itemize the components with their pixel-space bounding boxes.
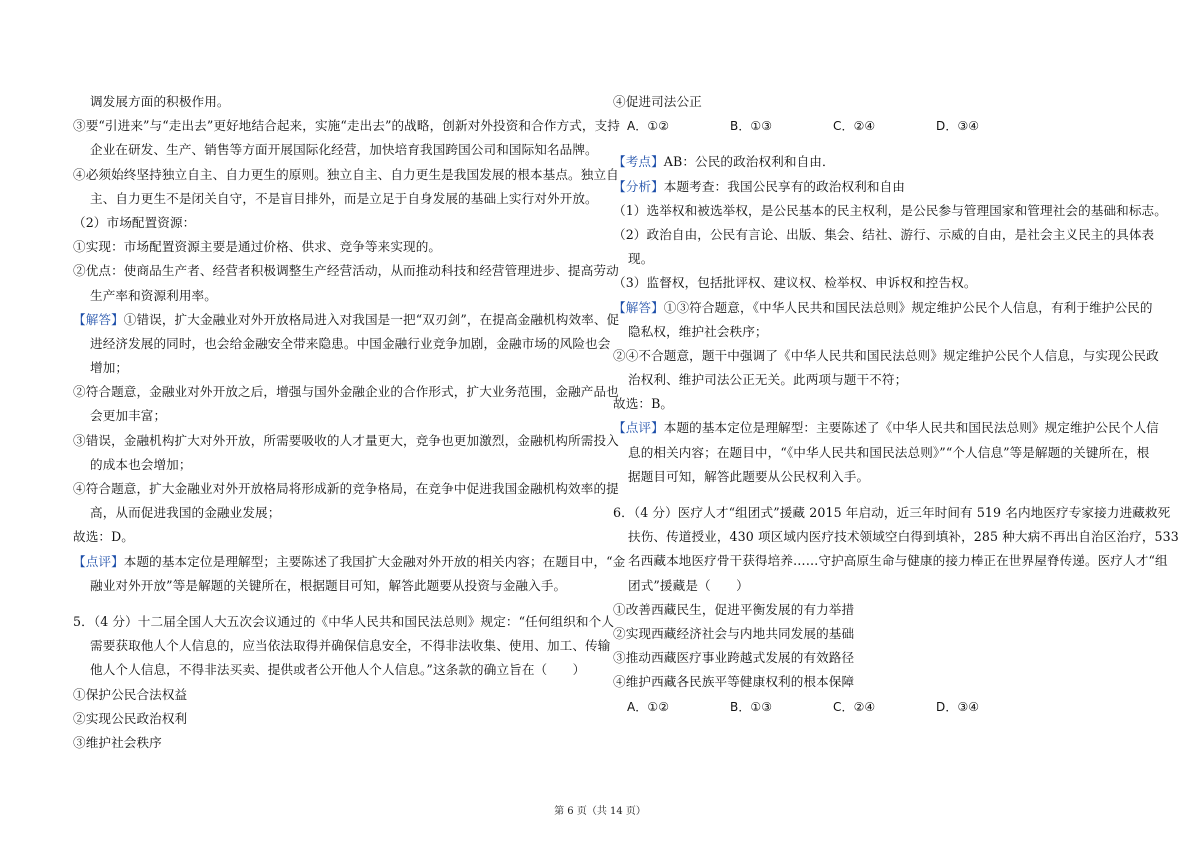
text-line: 本题考查：我国公民享有的政治权利和自由 bbox=[663, 178, 905, 194]
spacer bbox=[613, 138, 1127, 150]
analysis-paragraph bbox=[613, 175, 1127, 199]
text-line: 主、自力更生不是闭关自守，不是盲目排外，而是立足于自身发展的基础上实行对外开放。 bbox=[90, 190, 598, 206]
text-line: 本题的基本定位是理解型：主要陈述了《中华人民共和国民法总则》规定维护公民个人信 bbox=[663, 420, 1159, 436]
text-line: 本题的基本定位是理解型；主要陈述了我国扩大金融对外开放的相关内容；在题目中，“金 bbox=[123, 553, 626, 569]
knowledge-tag: 【考点】 bbox=[613, 154, 664, 170]
spacer bbox=[613, 489, 1127, 501]
option-b: B．①③ bbox=[730, 699, 773, 714]
review-tag: 【点评】 bbox=[613, 420, 664, 436]
option-c: C．②④ bbox=[833, 119, 876, 134]
option-b: B．①③ bbox=[730, 119, 773, 134]
text-line: 进经济发展的同时，也会给金融安全带来隐患。中国金融行业竞争加剧，金融市场的风险也会 bbox=[90, 335, 611, 351]
text-line: ②优点：使商品生产者、经营者积极调整生产经营活动，从而推动科技和经营管理进步、提高劳动 bbox=[73, 263, 619, 279]
option-a: A．①② bbox=[627, 119, 670, 134]
text-line: 增加； bbox=[90, 360, 129, 376]
text-line: 生产率和资源利用率。 bbox=[90, 287, 217, 303]
text-line: ①错误，扩大金融业对外开放格局进入对我国是一把“双刃剑”，在提高金融机构效率、促 bbox=[123, 311, 620, 327]
text-line: 隐私权，维护社会秩序； bbox=[628, 323, 768, 339]
text-line: 现。 bbox=[628, 251, 654, 267]
text-line: ④必须始终坚持独立自主、自力更生的原则。独立自主、自力更生是我国发展的根本基点。独立自 bbox=[73, 166, 619, 182]
text-line: 融业对外开放”等是解题的关键所在，根据题目可知，解答此题要从投资与金融入手。 bbox=[90, 577, 567, 593]
analysis-tag: 【分析】 bbox=[613, 178, 664, 194]
text-line: （2）政治自由，公民有言论、出版、集会、结社、游行、示威的自由，是社会主义民主的具体表 bbox=[613, 226, 1155, 242]
text-line: 需要获取他人个人信息的，应当依法取得并确保信息安全，不得非法收集、使用、加工、传输 bbox=[90, 638, 611, 654]
question-5-item: ④促进司法公正 bbox=[613, 94, 702, 109]
review-paragraph bbox=[73, 550, 626, 574]
text-line: ④符合题意，扩大金融业对外开放格局将形成新的竞争格局，在竞争中促进我国金融机构效率的提 bbox=[73, 481, 619, 496]
choice-line: 故选：B。 bbox=[613, 396, 674, 412]
answer-paragraph bbox=[73, 308, 620, 332]
spacer bbox=[73, 598, 601, 610]
text-line: （3）监督权，包括批评权、建议权、检举权、申诉权和控告权。 bbox=[613, 275, 977, 291]
question-6-stem: 6．（4 分）医疗人才“组团式”援藏 2015 年启动，近三年时间有 519 名内地医疗专家接力进藏救死 bbox=[613, 505, 1171, 520]
question-5-item: ②实现公民政治权利 bbox=[73, 710, 188, 726]
option-c: C．②④ bbox=[833, 699, 876, 714]
option-d: D．③④ bbox=[936, 119, 980, 134]
question-6-item: ②实现西藏经济社会与内地共同发展的基础 bbox=[613, 625, 855, 641]
text-line: ①③符合题意，《中华人民共和国民法总则》规定维护公民个人信息，有利于维护公民的 bbox=[663, 299, 1153, 315]
text-line: AB：公民的政治权利和自由． bbox=[663, 154, 835, 170]
question-5-item: ③维护社会秩序 bbox=[73, 734, 162, 750]
question-6-item: ③推动西藏医疗事业跨越式发展的有效路径 bbox=[613, 650, 855, 666]
left-column bbox=[73, 90, 626, 755]
text-line: 治权利、维护司法公正无关。此两项与题干不符； bbox=[628, 372, 908, 388]
text-line: 他人个人信息，不得非法买卖、提供或者公开他人个人信息。”这条款的确立旨在（ ） bbox=[90, 662, 586, 678]
text-line: 的成本也会增加； bbox=[90, 456, 192, 472]
answer-paragraph bbox=[613, 296, 1153, 320]
text-line: 高，从而促进我国的金融业发展； bbox=[90, 505, 281, 521]
page-footer: 第 6 页（共 14 页） bbox=[554, 806, 646, 817]
question-5-stem: 5．（4 分）十二届全国人大五次会议通过的《中华人民共和国民法总则》规定：“任何组织和个人 bbox=[73, 613, 615, 629]
text-line: 息的相关内容；在题目中，“《中华人民共和国民法总则》”“个人信息”等是解题的关键所在，根 bbox=[628, 444, 1150, 460]
text-line: ②④不合题意，题干中强调了《中华人民共和国民法总则》规定维护公民个人信息，与实现公民政 bbox=[613, 347, 1159, 363]
text-line: ③要“引进来”与“走出去”更好地结合起来，实施“走出去”的战略，创新对外投资和合作方式，支持 bbox=[73, 118, 620, 134]
text-line: ③错误，金融机构扩大对外开放，所需要吸收的人才量更大，竞争也更加激烈，金融机构所需投入 bbox=[73, 432, 619, 448]
text-line: 名西藏本地医疗骨干获得培养……守护高原生命与健康的接力棒正在世界屋脊传递。医疗人才“组 bbox=[628, 553, 1168, 569]
text-line: 扶伤、传道授业，430 项区域内医疗技术领域空白得到填补，285 种大病不再出自治区治疗，533 bbox=[628, 529, 1179, 545]
answer-tag: 【解答】 bbox=[613, 299, 664, 315]
choice-line: 故选：D。 bbox=[73, 529, 134, 545]
text-line: 据题目可知，解答此题要从公民权利入手。 bbox=[628, 468, 870, 484]
right-column bbox=[613, 90, 1179, 719]
question-6-item: ①改善西藏民生，促进平衡发展的有力举措 bbox=[613, 601, 855, 617]
text-line: 团式”援藏是（ ） bbox=[628, 577, 749, 593]
text-line: 会更加丰富； bbox=[90, 408, 167, 424]
knowledge-point bbox=[613, 150, 1127, 174]
text-line: ②符合题意，金融业对外开放之后，增强与国外金融企业的合作形式，扩大业务范围，金融产品也 bbox=[73, 384, 619, 400]
option-a: A．①② bbox=[627, 699, 670, 714]
review-paragraph bbox=[613, 416, 1159, 440]
option-d: D．③④ bbox=[936, 699, 980, 714]
text-line: 企业在研发、生产、销售等方面开展国际化经营，加快培育我国跨国公司和国际知名品牌。 bbox=[90, 142, 598, 158]
answer-tag: 【解答】 bbox=[73, 311, 124, 327]
question-5-options bbox=[613, 114, 1127, 138]
text-line: 调发展方面的积极作用。 bbox=[90, 94, 230, 109]
text-line: （1）选举权和被选举权，是公民基本的民主权利，是公民参与管理国家和管理社会的基础和标志。 bbox=[613, 202, 1167, 218]
text-line: （2）市场配置资源： bbox=[73, 214, 196, 230]
question-5-item: ①保护公民合法权益 bbox=[73, 686, 188, 702]
text-line: ①实现：市场配置资源主要是通过价格、供求、竞争等来实现的。 bbox=[73, 239, 442, 255]
question-6-options bbox=[613, 695, 1127, 719]
review-tag: 【点评】 bbox=[73, 553, 124, 569]
question-6-item: ④维护西藏各民族平等健康权利的根本保障 bbox=[613, 674, 855, 690]
